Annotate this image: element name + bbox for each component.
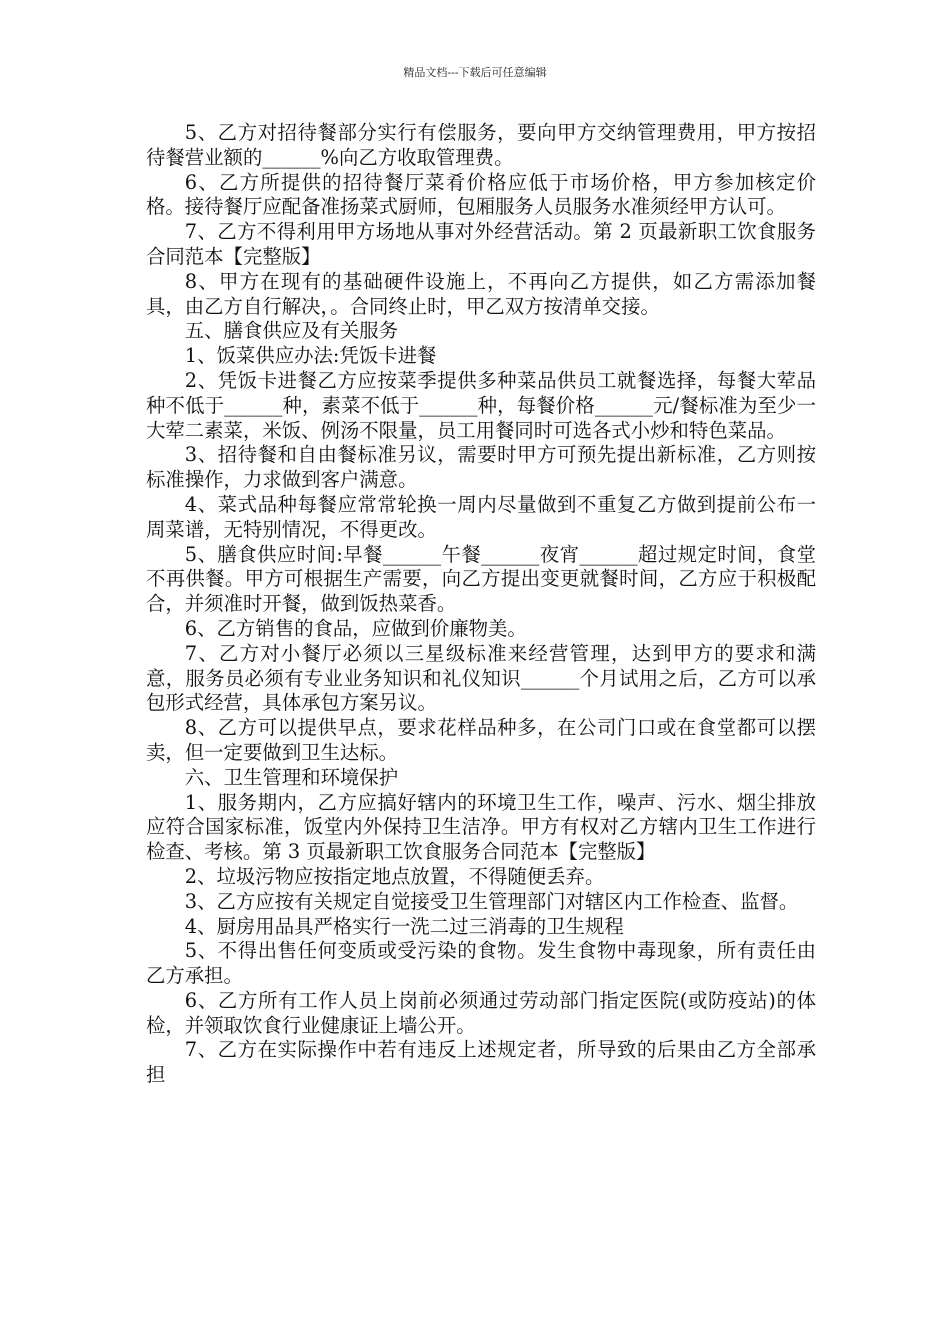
document-body — [146, 121, 816, 1088]
paragraph: 7、乙方在实际操作中若有违反上述规定者，所导致的后果由乙方全部承担 — [146, 1038, 816, 1087]
paragraph: 5、乙方对招待餐部分实行有偿服务，要向甲方交纳管理费用，甲方按招待餐营业额的______%向乙方收取管理费。 — [146, 121, 816, 169]
paragraph: 1、服务期内，乙方应搞好辖内的环境卫生工作，噪声、污水、烟尘排放应符合国家标准，饭堂内外保持卫生洁净。甲方有权对乙方辖内卫生工作进行检查、考核。第 3 页最新职工饮食服务合同范本【完整版】 — [146, 790, 816, 864]
paragraph: 1、饭菜供应办法:凭饭卡进餐 — [184, 344, 437, 368]
paragraph: 3、招待餐和自由餐标准另议，需要时甲方可预先提出新标准，乙方则按标准操作，力求做到客户满意。 — [146, 443, 816, 492]
paragraph: 8、乙方可以提供早点，要求花样品种多，在公司门口或在食堂都可以摆卖，但一定要做到卫生达标。 — [146, 716, 816, 764]
section-heading: 五、膳食供应及有关服务 — [184, 319, 399, 343]
section-heading: 六、卫生管理和环境保护 — [184, 765, 399, 789]
paragraph: 4、菜式品种每餐应常常轮换一周内尽量做到不重复乙方做到提前公布一周菜谱，无特别情况，不得更改。 — [146, 492, 816, 541]
paragraph: 5、膳食供应时间:早餐______午餐______夜宵______超过规定时间，食堂不再供餐。甲方可根据生产需要，向乙方提出变更就餐时间，乙方应于积极配合，并须准时开餐，做到饭热菜香。 — [146, 542, 816, 616]
page-header: 精品文档---下载后可任意编辑 — [403, 66, 547, 79]
paragraph: 2、垃圾污物应按指定地点放置，不得随便丢弃。 — [184, 864, 605, 888]
paragraph: 3、乙方应按有关规定自觉接受卫生管理部门对辖区内工作检查、监督。 — [184, 889, 799, 913]
paragraph: 6、乙方销售的食品，应做到价廉物美。 — [184, 616, 527, 640]
paragraph: 7、乙方不得利用甲方场地从事对外经营活动。第 2 页最新职工饮食服务合同范本【完整版】 — [146, 220, 816, 268]
paragraph: 5、不得出售任何变质或受污染的食物。发生食物中毒现象，所有责任由乙方承担。 — [146, 939, 816, 988]
paragraph: 8、甲方在现有的基础硬件设施上，不再向乙方提供，如乙方需添加餐具，由乙方自行解决，。合同终止时，甲乙双方按清单交接。 — [146, 269, 816, 318]
paragraph: 6、乙方所有工作人员上岗前必须通过劳动部门指定医院(或防疫站)的体检，并领取饮食行业健康证上墙公开。 — [146, 988, 816, 1037]
paragraph: 7、乙方对小餐厅必须以三星级标准来经营管理，达到甲方的要求和满意，服务员必须有专业业务知识和礼仪知识______个月试用之后，乙方可以承包形式经营，具体承包方案另议。 — [146, 641, 816, 715]
paragraph: 4、厨房用品具严格实行一洗二过三消毒的卫生规程 — [184, 914, 624, 938]
paragraph: 6、乙方所提供的招待餐厅菜肴价格应低于市场价格，甲方参加核定价格。接待餐厅应配备准扬菜式厨师，包厢服务人员服务水准须经甲方认可。 — [146, 170, 816, 219]
paragraph: 2、凭饭卡进餐乙方应按菜季提供多种菜品供员工就餐选择，每餐大荤品种不低于______种，素菜不低于______种，每餐价格______元/餐标准为至少一大荤二素菜，米饭、例汤不限量，员工用餐同时可选各式小炒和特色菜品。 — [146, 368, 816, 442]
